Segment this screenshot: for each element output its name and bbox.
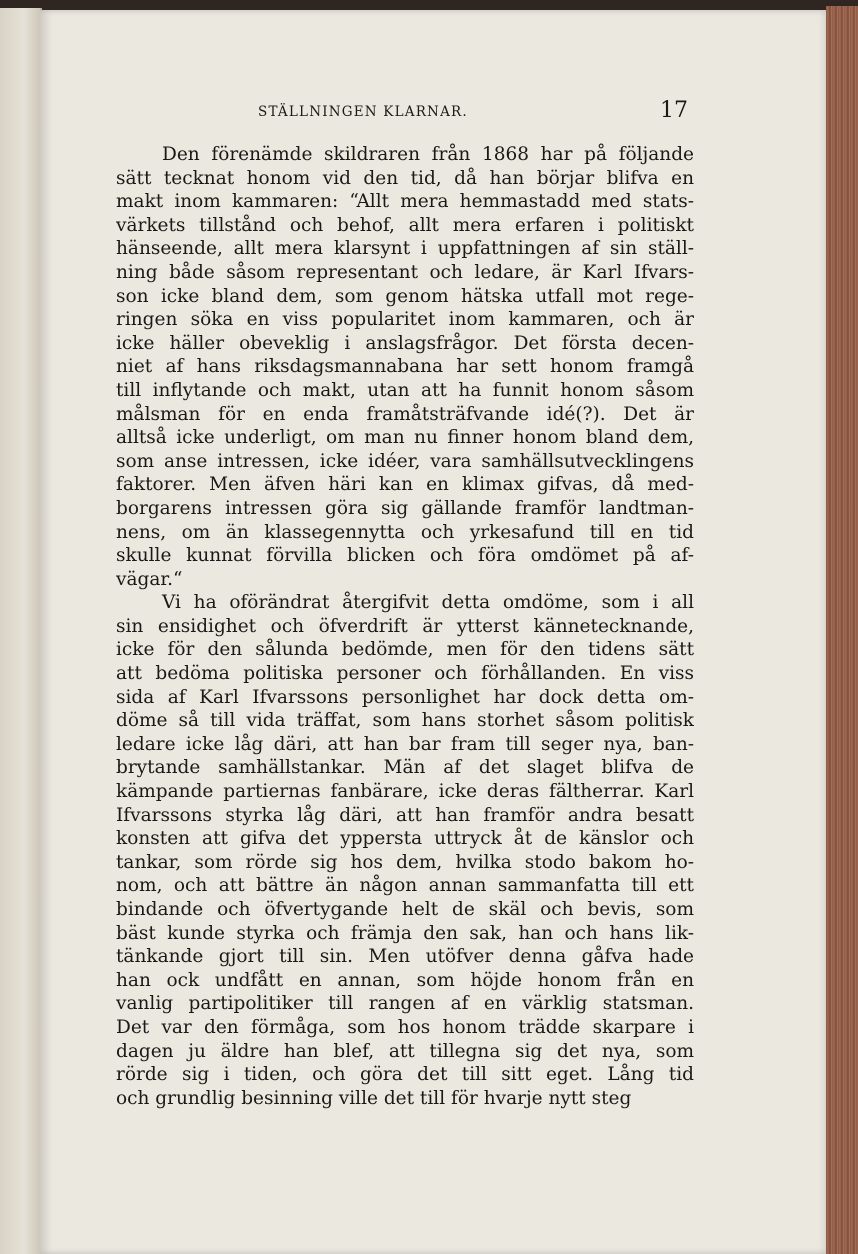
text-line: dagen ju äldre han blef, att tillegna sig det nya, som: [116, 1040, 694, 1062]
running-head: STÄLLNINGEN KLARNAR.: [258, 104, 468, 120]
text-line: konsten att gifva det yppersta uttryck åt de känslor och: [116, 828, 694, 850]
text-line: faktorer. Men äfven häri kan en klimax gifvas, då med-: [116, 474, 694, 496]
text-line: värkets tillstånd och behof, allt mera erfaren i politiskt: [116, 214, 694, 236]
text-line: son icke bland dem, som genom hätska utfall mot rege-: [116, 285, 694, 307]
text-line: döme så till vida träffat, som hans storhet såsom politisk: [116, 710, 694, 732]
body-text: [116, 143, 694, 1110]
text-line: kämpande partiernas fanbärare, icke deras fältherrar. Karl: [116, 781, 694, 803]
text-line: ning både såsom representant och ledare, är Karl Ifvars-: [116, 261, 694, 283]
page-header: [258, 100, 688, 124]
text-line: som anse intressen, icke idéer, vara samhällsutvecklingens: [116, 450, 694, 472]
text-line: skulle kunnat förvilla blicken och föra omdömet på af-: [116, 545, 694, 567]
text-line: tänkande gjort till sin. Men utöfver denna gåfva hade: [116, 946, 694, 968]
text-line: ringen söka en viss popularitet inom kammaren, och är: [116, 309, 694, 331]
text-line: Den förenämde skildraren från 1868 har på följande: [162, 144, 694, 165]
text-line: ledare icke låg däri, att han bar fram till seger nya, ban-: [116, 733, 694, 755]
text-line: icke för den sålunda bedömde, men för den tidens sätt: [116, 639, 694, 661]
text-line: niet af hans riksdagsmannabana har sett honom framgå: [116, 356, 694, 378]
text-line: nom, och att bättre än någon annan sammanfatta till ett: [116, 875, 694, 897]
text-line: vägar.“: [116, 568, 183, 590]
scan-top-edge: [0, 0, 858, 10]
text-line: tankar, som rörde sig hos dem, hvilka stodo bakom ho-: [116, 851, 694, 873]
page-fore-edge: [826, 6, 858, 1254]
text-line: sätt tecknat honom vid den tid, då han börjar blifva en: [116, 167, 694, 189]
text-line: sida af Karl Ifvarssons personlighet har dock detta om-: [116, 686, 694, 708]
text-line: och grundlig besinning ville det till för hvarje nytt steg: [116, 1087, 632, 1109]
text-line: målsman för en enda framåtsträfvande idé(?). Det är: [116, 403, 694, 425]
text-line: alltså icke underligt, om man nu finner honom bland dem,: [116, 427, 694, 449]
text-line: nens, om än klassegennytta och yrkesafund till en tid: [116, 521, 694, 543]
text-line: sin ensidighet och öfverdrift är ytterst kännetecknande,: [116, 615, 694, 637]
text-line: Ifvarssons styrka låg däri, att han framför andra besatt: [116, 804, 694, 826]
text-line: hänseende, allt mera klarsynt i uppfattningen af sin ställ-: [116, 238, 694, 260]
text-line: Det var den förmåga, som hos honom trädde skarpare i: [116, 1016, 694, 1038]
text-line: brytande samhällstankar. Män af det slaget blifva de: [116, 757, 694, 779]
text-line: bäst kunde styrka och främja den sak, han och hans lik-: [116, 922, 694, 944]
text-line: till inflytande och makt, utan att ha funnit honom såsom: [116, 379, 694, 401]
text-line: vanlig partipolitiker till rangen af en värklig statsman.: [116, 993, 694, 1015]
text-line: Vi ha oförändrat återgifvit detta omdöme, som i all: [162, 592, 694, 614]
text-line: makt inom kammaren: “Allt mera hemmastadd med stats-: [116, 191, 694, 213]
text-line: han ock undfått en annan, som höjde honom från en: [116, 969, 694, 991]
text-line: borgarens intressen göra sig gällande framför landtman-: [116, 497, 694, 519]
previous-page-edge: [0, 8, 42, 1254]
page-number: 17: [660, 98, 688, 123]
text-line: icke häller obeveklig i anslagsfrågor. Det första decen-: [116, 332, 694, 354]
text-line: rörde sig i tiden, och göra det till sitt eget. Lång tid: [116, 1064, 694, 1086]
text-line: bindande och öfvertygande helt de skäl och bevis, som: [116, 899, 694, 920]
text-line: att bedöma politiska personer och förhållanden. En viss: [116, 663, 694, 685]
